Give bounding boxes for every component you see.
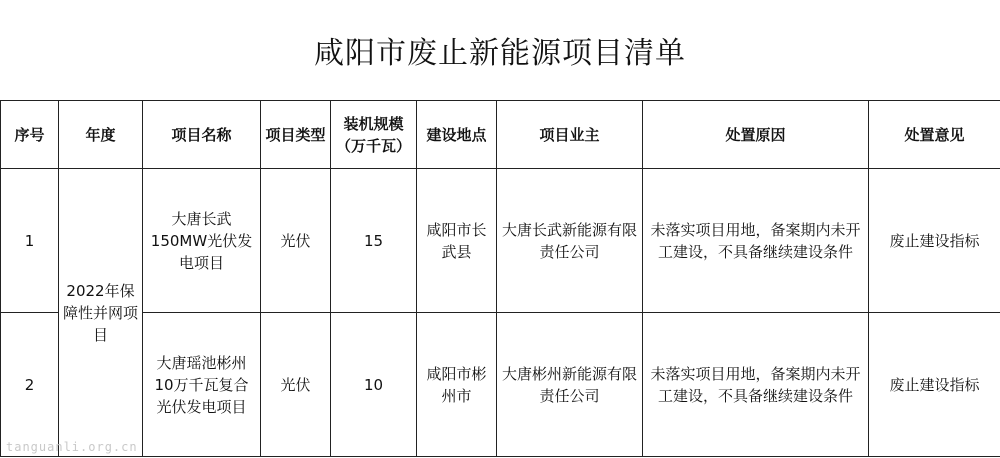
cell-seq: 2	[1, 313, 59, 457]
cell-name: 大唐瑶池彬州10万千瓦复合光伏发电项目	[143, 313, 261, 457]
header-row	[1, 101, 1000, 169]
project-table	[0, 100, 1000, 457]
header-year: 年度	[59, 101, 143, 169]
table-row	[1, 313, 1000, 457]
cell-owner: 大唐彬州新能源有限责任公司	[497, 313, 643, 457]
cell-year-group: 2022年保障性并网项目	[59, 169, 143, 457]
header-location: 建设地点	[417, 101, 497, 169]
cell-opinion: 废止建设指标	[869, 169, 1000, 313]
header-reason: 处置原因	[643, 101, 869, 169]
cell-location: 咸阳市长武县	[417, 169, 497, 313]
header-opinion: 处置意见	[869, 101, 1000, 169]
watermark-text: tanguanli.org.cn	[6, 440, 138, 454]
header-owner: 项目业主	[497, 101, 643, 169]
cell-seq: 1	[1, 169, 59, 313]
header-capacity: 装机规模（万千瓦）	[331, 101, 417, 169]
cell-opinion: 废止建设指标	[869, 313, 1000, 457]
cell-capacity: 15	[331, 169, 417, 313]
document-title: 咸阳市废止新能源项目清单	[314, 36, 686, 71]
table-row	[1, 169, 1000, 313]
header-type: 项目类型	[261, 101, 331, 169]
cell-reason: 未落实项目用地，备案期内未开工建设，不具备继续建设条件	[643, 169, 869, 313]
cell-reason: 未落实项目用地，备案期内未开工建设，不具备继续建设条件	[643, 313, 869, 457]
cell-type: 光伏	[261, 313, 331, 457]
cell-capacity: 10	[331, 313, 417, 457]
cell-type: 光伏	[261, 169, 331, 313]
cell-name: 大唐长武150MW光伏发电项目	[143, 169, 261, 313]
header-name: 项目名称	[143, 101, 261, 169]
cell-location: 咸阳市彬州市	[417, 313, 497, 457]
cell-owner: 大唐长武新能源有限责任公司	[497, 169, 643, 313]
header-seq: 序号	[1, 101, 59, 169]
